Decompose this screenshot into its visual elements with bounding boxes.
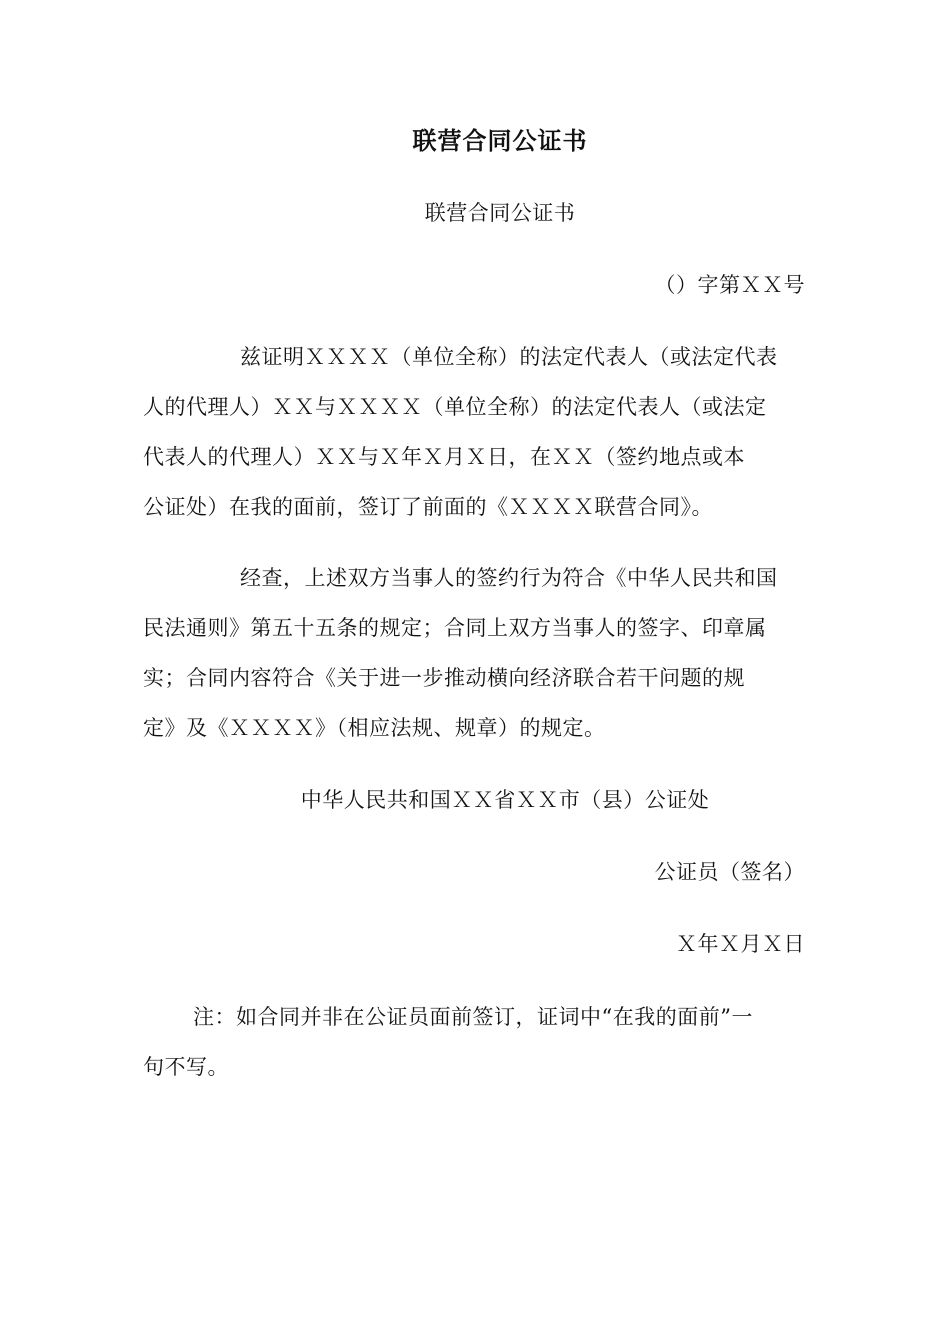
issuing-office: 中华人民共和国ＸＸ省ＸＸ市（县）公证处	[300, 788, 710, 812]
paragraph-line: 定》及《ＸＸＸＸ》（相应法规、规章）的规定。	[143, 716, 606, 740]
paragraph-line: 兹证明ＸＸＸＸ（单位全称）的法定代表人（或法定代表	[240, 345, 778, 369]
paragraph-line: 人的代理人）ＸＸ与ＸＸＸＸ（单位全称）的法定代表人（或法定	[143, 395, 767, 419]
footnote-line: 句不写。	[143, 1055, 229, 1079]
notary-signature: 公证员（签名）	[654, 860, 805, 884]
paragraph-line: 民法通则》第五十五条的规定；合同上双方当事人的签字、印章属	[143, 616, 767, 640]
document-title: 联营合同公证书	[412, 126, 588, 155]
footnote-line: 注：如合同并非在公证员面前签订，证词中“在我的面前”一	[193, 1005, 753, 1029]
paragraph-line: 代表人的代理人）ＸＸ与Ｘ年Ｘ月Ｘ日，在ＸＸ（签约地点或本	[143, 445, 745, 469]
document-subtitle: 联营合同公证书	[424, 201, 576, 225]
reference-number: （）字第ＸＸ号	[654, 273, 805, 297]
paragraph-line: 实；合同内容符合《关于进一步推动横向经济联合若干问题的规	[143, 666, 745, 690]
paragraph-line: 经查，上述双方当事人的签约行为符合《中华人民共和国	[240, 566, 778, 590]
paragraph-line: 公证处）在我的面前，签订了前面的《ＸＸＸＸ联营合同》。	[143, 495, 713, 519]
document-date: Ｘ年Ｘ月Ｘ日	[676, 932, 805, 956]
